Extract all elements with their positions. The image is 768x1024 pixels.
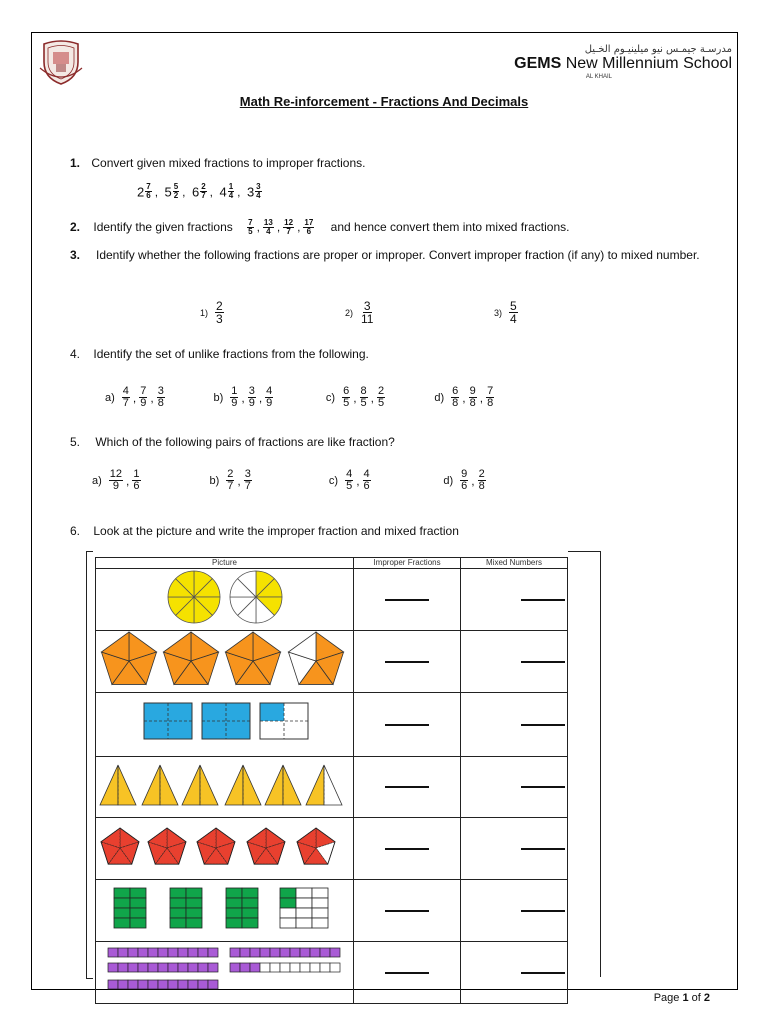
q5-options bbox=[92, 469, 572, 492]
table-row bbox=[96, 693, 568, 757]
mixed-answer-cell[interactable] bbox=[461, 880, 568, 942]
whole-number: 3 bbox=[246, 184, 255, 200]
picture-fraction-table bbox=[95, 557, 568, 1004]
question-1 bbox=[70, 155, 365, 172]
question-number: 1. bbox=[70, 156, 81, 170]
mixed-answer-cell[interactable] bbox=[461, 818, 568, 880]
table-bracket-top-right bbox=[568, 551, 601, 553]
answer-blank bbox=[385, 910, 429, 912]
question-number: 3. bbox=[70, 248, 81, 262]
improper-answer-cell[interactable] bbox=[354, 757, 461, 818]
mixed-answer-cell[interactable] bbox=[461, 569, 568, 631]
mixed-answer-cell[interactable] bbox=[461, 631, 568, 693]
question-text: Identify the given fractions bbox=[93, 220, 233, 235]
brand-bold: GEMS bbox=[514, 55, 562, 72]
table-row bbox=[96, 757, 568, 818]
q3-option-1: 1) $\frac{2}{3}$ bbox=[200, 299, 223, 326]
worksheet-title: Math Re-inforcement - Fractions And Decimals bbox=[239, 94, 529, 109]
fraction: $\frac{5}{2}$ bbox=[173, 182, 179, 201]
rectangle-quarters-icon bbox=[96, 693, 353, 751]
whole-number: 2 bbox=[137, 184, 145, 200]
school-name-block bbox=[514, 44, 732, 80]
table-bracket-right bbox=[600, 551, 601, 977]
question-text: Look at the picture and write the improper fraction and mixed fraction bbox=[93, 524, 459, 538]
question-text: Convert given mixed fractions to improper fractions. bbox=[91, 156, 366, 170]
page-footer: Page 1 of 2 bbox=[653, 992, 710, 1004]
school-location: AL KHAIL bbox=[585, 74, 612, 80]
q2-fraction-list: $\frac{7}{5}$ , $\frac{13}{4}$ , $\frac{12}{7}$ , $\frac{17}{6}$ bbox=[248, 218, 314, 237]
question-text: Identify whether the following fractions are proper or improper. Convert improper fraction (if any) to mixed number. bbox=[96, 248, 700, 262]
improper-answer-cell[interactable] bbox=[354, 631, 461, 693]
answer-blank bbox=[521, 910, 565, 912]
question-text-continued: and hence convert them into mixed fractions. bbox=[330, 220, 570, 235]
table-row bbox=[96, 569, 568, 631]
header-mixed: Mixed Numbers bbox=[461, 558, 568, 569]
school-arabic-name: مدرسـة جيمـس نيو ميلينيـوم الخـيل bbox=[584, 44, 732, 55]
answer-blank bbox=[521, 786, 565, 788]
circle-pie-icon bbox=[96, 569, 353, 625]
pentagon-icon bbox=[96, 631, 353, 687]
picture-cell bbox=[96, 880, 354, 942]
q5-option-a: a) $\frac{12}{9}$ , $\frac{1}{6}$ bbox=[92, 468, 140, 492]
q4-option-b: b) $\frac{1}{9}$ , $\frac{3}{9}$ , $\frac{4}{9}$ bbox=[213, 385, 273, 409]
question-number: 2. bbox=[70, 220, 81, 234]
picture-cell bbox=[96, 631, 354, 693]
question-text: Identify the set of unlike fractions from the following. bbox=[93, 347, 369, 361]
whole-number: 6 bbox=[191, 184, 200, 200]
answer-blank bbox=[385, 972, 429, 974]
table-header-row bbox=[96, 558, 568, 569]
brand-rest: New Millennium School bbox=[561, 55, 732, 72]
question-number: 6. bbox=[70, 524, 81, 538]
mixed-answer-cell[interactable] bbox=[461, 693, 568, 757]
q4-option-a: a) $\frac{4}{7}$ , $\frac{7}{9}$ , $\frac{3}{8}$ bbox=[105, 385, 164, 409]
whole-number: 5 bbox=[164, 184, 172, 200]
table-row bbox=[96, 818, 568, 880]
header-picture: Picture bbox=[96, 558, 354, 569]
question-text: Which of the following pairs of fractions are like fraction? bbox=[95, 435, 395, 449]
fraction: $\frac{2}{7}$ bbox=[201, 182, 206, 201]
answer-blank bbox=[521, 848, 565, 850]
answer-blank bbox=[521, 724, 565, 726]
improper-answer-cell[interactable] bbox=[354, 880, 461, 942]
improper-answer-cell[interactable] bbox=[354, 693, 461, 757]
answer-blank bbox=[521, 661, 565, 663]
answer-blank bbox=[385, 724, 429, 726]
question-number: 5. bbox=[70, 435, 81, 449]
mixed-answer-cell[interactable] bbox=[461, 757, 568, 818]
answer-blank bbox=[385, 661, 429, 663]
purple-bar-icon bbox=[96, 942, 353, 998]
question-3 bbox=[70, 247, 710, 264]
improper-answer-cell[interactable] bbox=[354, 818, 461, 880]
school-name bbox=[514, 55, 732, 73]
q1-mixed-fractions: 2 $\frac{7}{6}$ , 5 $\frac{5}{2}$ , 6 $\frac{2}{7}$ , 4 $\frac{1}{4}$ , 3 $\frac{3}{4}$ bbox=[137, 182, 261, 201]
fraction: $\frac{1}{4}$ bbox=[228, 182, 234, 201]
q5-option-d: d) $\frac{9}{6}$ , $\frac{2}{8}$ bbox=[443, 468, 485, 492]
fraction: $\frac{3}{4}$ bbox=[256, 182, 261, 201]
picture-cell bbox=[96, 942, 354, 1004]
table-row bbox=[96, 942, 568, 1004]
picture-cell bbox=[96, 569, 354, 631]
table-bracket-left bbox=[86, 551, 93, 979]
answer-blank bbox=[521, 972, 565, 974]
question-number: 4. bbox=[70, 347, 81, 361]
header-improper: Improper Fractions bbox=[354, 558, 461, 569]
red-pentagon-icon bbox=[96, 818, 353, 874]
q4-options bbox=[105, 386, 565, 409]
q4-option-d: d) $\frac{6}{8}$ , $\frac{9}{8}$ , $\frac{7}{8}$ bbox=[434, 385, 494, 409]
q4-option-c: c) $\frac{6}{5}$ , $\frac{8}{5}$ , $\frac{2}{5}$ bbox=[325, 385, 385, 409]
question-4 bbox=[70, 346, 369, 363]
answer-blank bbox=[385, 786, 429, 788]
green-grid-icon bbox=[96, 880, 353, 936]
fraction: $\frac{7}{6}$ bbox=[146, 182, 151, 201]
question-6 bbox=[70, 523, 459, 540]
whole-number: 4 bbox=[219, 184, 227, 200]
answer-blank bbox=[521, 599, 565, 601]
improper-answer-cell[interactable] bbox=[354, 942, 461, 1004]
q3-option-2: 2) $\frac{3}{11}$ bbox=[345, 299, 374, 326]
triangle-halves-icon bbox=[96, 757, 353, 812]
q5-option-c: c) $\frac{4}{5}$ , $\frac{4}{6}$ bbox=[328, 468, 370, 492]
mixed-answer-cell[interactable] bbox=[461, 942, 568, 1004]
question-2 bbox=[70, 219, 569, 236]
school-crest-icon bbox=[38, 38, 84, 86]
table-row bbox=[96, 631, 568, 693]
answer-blank bbox=[385, 848, 429, 850]
q3-option-3: 3) $\frac{5}{4}$ bbox=[494, 299, 517, 326]
answer-blank bbox=[385, 599, 429, 601]
q5-option-b: b) $\frac{2}{7}$ , $\frac{3}{7}$ bbox=[209, 468, 251, 492]
picture-cell bbox=[96, 693, 354, 757]
improper-answer-cell[interactable] bbox=[354, 569, 461, 631]
table-row bbox=[96, 880, 568, 942]
picture-cell bbox=[96, 818, 354, 880]
picture-cell bbox=[96, 757, 354, 818]
question-5 bbox=[70, 434, 395, 451]
